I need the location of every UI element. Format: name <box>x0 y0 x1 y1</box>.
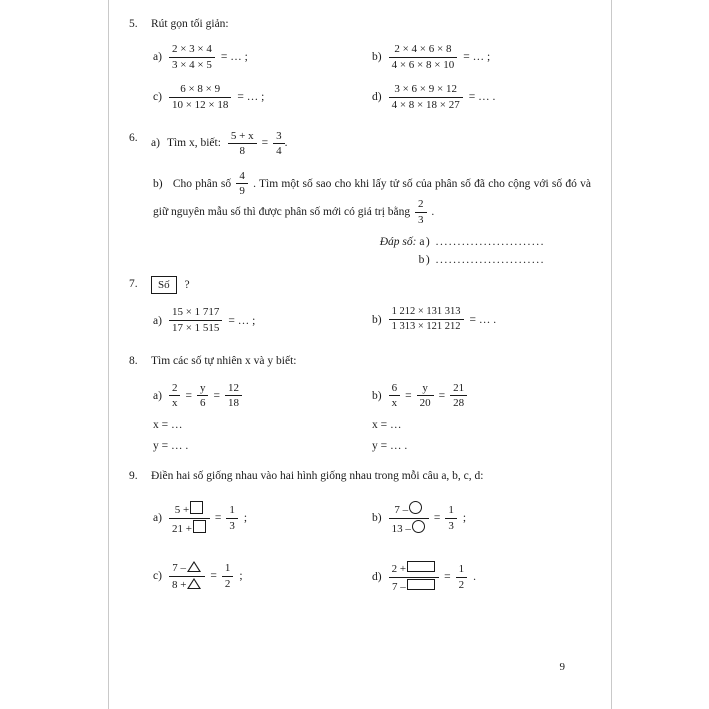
denominator-text: 21 + <box>171 522 192 535</box>
fraction-8a-1 <box>169 382 181 410</box>
exercise-7-title <box>151 276 591 294</box>
fraction-bar <box>415 212 427 213</box>
fraction-bar <box>389 97 463 98</box>
fraction-d <box>389 83 463 111</box>
item-label-b: b) <box>153 177 163 190</box>
fraction-denominator: 8 <box>239 145 246 158</box>
fraction-bar <box>226 518 238 519</box>
fraction-9c <box>169 561 205 591</box>
exercise-9-number: 9. <box>129 469 138 482</box>
exercise-7-number: 7. <box>129 278 138 291</box>
fraction-numerator: 1 <box>458 563 465 576</box>
answer-a-dots: a) ......................... <box>419 236 545 249</box>
fraction-9a <box>169 501 210 535</box>
so-box: Số <box>151 276 177 294</box>
fraction-denominator: 2 <box>458 578 465 591</box>
fraction-numerator <box>172 501 207 517</box>
fraction-denominator: 20 <box>419 397 431 410</box>
fraction-6b-target <box>415 198 427 226</box>
exercise-8-item-a <box>129 382 360 452</box>
fraction-bar <box>445 518 457 519</box>
fraction-denominator <box>389 520 429 536</box>
fraction-bar <box>222 576 234 577</box>
fraction-bar <box>450 395 467 396</box>
fraction-bar <box>169 395 181 396</box>
fraction-denominator: 6 <box>199 397 206 410</box>
item-tail-c: = … ; <box>237 91 265 104</box>
fraction-numerator: 3 <box>276 129 282 142</box>
fraction-denominator: 3 × 4 × 5 <box>171 58 212 71</box>
fraction-7b <box>389 306 464 333</box>
exercise-5-row-2 <box>129 83 591 111</box>
exercise-8a-y-line: y = … . <box>153 439 189 452</box>
exercise-6-part-a <box>151 130 591 158</box>
fraction-numerator <box>169 561 205 575</box>
fraction-numerator: 5 + x <box>230 129 254 142</box>
fraction-denominator: 10 × 12 × 18 <box>171 98 229 111</box>
fraction-denominator: 3 <box>229 519 235 532</box>
fraction-9d-result <box>456 563 468 591</box>
square-blank-icon <box>190 501 203 514</box>
denominator-text: 13 – <box>391 522 411 535</box>
item-label-a: a) <box>153 512 162 525</box>
exercise-6b-paragraph <box>153 170 591 227</box>
fraction-8a-3 <box>225 382 242 410</box>
fraction-b <box>389 43 458 71</box>
equals-sign: = <box>213 389 220 402</box>
exercise-9 <box>129 468 591 594</box>
fraction-bar <box>225 395 242 396</box>
page-content <box>129 16 591 596</box>
exercise-6a-text: Tìm x, biết: <box>166 137 221 150</box>
fraction-denominator <box>169 578 205 592</box>
exercise-9-heading <box>129 468 591 485</box>
exercise-5-item-d <box>360 83 591 111</box>
exercise-5-item-a <box>129 43 360 71</box>
fraction-denominator: 1 313 × 121 212 <box>391 321 461 333</box>
item-label-d: d) <box>372 91 382 104</box>
fraction-numerator: 1 <box>448 503 454 516</box>
exercise-8-row <box>129 382 591 452</box>
fraction-denominator: 9 <box>239 185 245 198</box>
page-right-rule <box>611 0 612 709</box>
fraction-numerator: 6 × 8 × 9 <box>180 83 221 96</box>
item-tail-d: = … . <box>468 91 496 104</box>
denominator-text: 8 + <box>171 578 187 591</box>
exercise-9-item-a <box>129 501 360 535</box>
item-tail-a: = … ; <box>220 51 248 64</box>
exercise-8-title: Tìm các số tự nhiên x và y biết: <box>151 354 297 367</box>
item-label-a: a) <box>153 389 162 402</box>
fraction-bar <box>236 183 248 184</box>
exercise-6-part-b <box>129 170 591 227</box>
exercise-6b-text-1: Cho phân số <box>172 177 232 190</box>
exercise-6b-period: . <box>431 205 435 218</box>
fraction-c <box>169 83 231 111</box>
exercise-9-title: Điền hai số giống nhau vào hai hình giống nhau trong mỗi câu a, b, c, d: <box>151 469 484 482</box>
fraction-bar <box>169 97 231 98</box>
numerator-text: 2 + <box>391 563 407 576</box>
denominator-text: 7 – <box>391 580 406 593</box>
fraction-numerator: 2 × 3 × 4 <box>171 43 212 55</box>
exercise-8-item-b <box>360 382 591 452</box>
equals-sign: = <box>214 512 222 525</box>
fraction-bar <box>228 143 257 144</box>
item-label-a: a) <box>151 137 160 150</box>
exercise-9-item-d <box>360 561 591 593</box>
fraction-6b-given <box>236 170 248 198</box>
fraction-numerator <box>391 501 426 517</box>
item-tail-b: = … . <box>469 313 497 326</box>
fraction-numerator: 2 × 4 × 6 × 8 <box>394 43 452 55</box>
fraction-bar <box>389 577 439 578</box>
fraction-denominator <box>169 520 210 536</box>
fraction-a <box>169 43 215 71</box>
fraction-numerator: 3 × 6 × 9 × 12 <box>394 83 457 96</box>
item-tail-d: . <box>473 571 476 584</box>
fraction-9b-result <box>445 504 457 532</box>
answer-b-dots: b) ......................... <box>418 254 545 267</box>
fraction-denominator: x <box>391 397 398 410</box>
equals-sign: = <box>438 389 446 402</box>
exercise-6-number: 6. <box>129 131 138 144</box>
fraction-numerator: 15 × 1 717 <box>171 306 220 319</box>
exercise-9-row-1 <box>129 501 591 535</box>
answer-label: Đáp số: <box>379 236 417 249</box>
exercise-6a-period: . <box>284 137 288 150</box>
fraction-bar <box>417 395 434 396</box>
fraction-bar <box>169 576 205 577</box>
fraction-denominator: 17 × 1 515 <box>171 322 220 335</box>
exercise-9-row-2 <box>129 561 591 593</box>
fraction-denominator: 3 <box>418 213 424 226</box>
exercise-7-heading <box>129 276 591 294</box>
exercise-6b-text-2: . Tìm một số sao cho khi lấy tử số của phân số đã cho cộng với số đó và giữ nguyên mẫu số thì được phân số mới có giá trị bằng <box>153 177 592 218</box>
fraction-numerator: 21 <box>453 381 465 394</box>
fraction-numerator: 1 <box>229 503 235 516</box>
item-label-b: b) <box>372 313 382 326</box>
exercise-5-title: Rút gọn tối giản: <box>151 18 229 30</box>
equals-sign: = <box>210 570 217 583</box>
fraction-7a <box>169 306 222 334</box>
exercise-5-row-1 <box>129 43 591 71</box>
numerator-text: 5 + <box>174 503 190 516</box>
exercise-9-item-c <box>129 561 360 591</box>
fraction-bar <box>273 143 285 144</box>
exercise-8 <box>129 353 591 452</box>
fraction-6a-right <box>273 130 285 158</box>
fraction-denominator: x <box>171 397 178 410</box>
fraction-9b <box>389 501 429 535</box>
fraction-numerator: 1 <box>224 562 231 575</box>
exercise-5-heading <box>129 16 591 33</box>
fraction-numerator: 1 212 × 131 313 <box>391 306 461 318</box>
item-label-c: c) <box>153 91 162 104</box>
fraction-denominator: 18 <box>227 397 239 410</box>
fraction-denominator: 4 × 6 × 8 × 10 <box>391 58 455 71</box>
item-label-b: b) <box>372 51 382 64</box>
exercise-6-heading <box>129 130 591 158</box>
exercise-7 <box>129 276 591 334</box>
fraction-denominator: 4 <box>276 145 282 158</box>
equals-sign: = <box>444 571 451 584</box>
exercise-5 <box>129 16 591 112</box>
exercise-5-number: 5. <box>129 18 138 30</box>
fraction-numerator: 6 <box>391 381 398 394</box>
answer-line-a <box>129 236 545 248</box>
rectangle-blank-icon <box>407 561 435 572</box>
fraction-bar <box>197 395 209 396</box>
item-label-d: d) <box>372 571 382 584</box>
item-tail-a: = … ; <box>228 314 256 327</box>
fraction-numerator <box>389 561 439 576</box>
fraction-bar <box>389 319 464 320</box>
square-blank-icon <box>193 520 206 533</box>
fraction-bar <box>169 518 210 519</box>
numerator-text: 7 – <box>394 503 409 516</box>
fraction-9d <box>389 561 439 593</box>
circle-blank-icon <box>409 501 422 514</box>
exercise-7-item-b <box>360 306 591 333</box>
exercise-8-number: 8. <box>129 354 138 367</box>
fraction-numerator: y <box>199 381 206 394</box>
equals-sign: = <box>185 389 192 402</box>
exercise-8a-x-line: x = … <box>153 418 183 431</box>
item-tail-a: ; <box>243 512 248 525</box>
fraction-denominator: 2 <box>224 577 231 590</box>
fraction-denominator: 3 <box>448 519 454 532</box>
fraction-numerator: 2 <box>171 381 178 394</box>
triangle-blank-icon <box>187 578 201 589</box>
question-mark: ? <box>184 279 190 292</box>
fraction-numerator: 2 <box>418 198 424 211</box>
answer-block <box>129 236 591 266</box>
fraction-numerator: 12 <box>227 381 239 394</box>
equals-sign: = <box>405 389 412 402</box>
item-tail-b: = … ; <box>463 51 491 64</box>
page-number: 9 <box>559 661 565 673</box>
item-tail-c: ; <box>239 570 243 583</box>
fraction-bar <box>169 320 222 321</box>
equals-sign: = <box>261 137 269 150</box>
exercise-8-heading <box>129 353 591 370</box>
exercise-9-item-b <box>360 501 591 535</box>
exercise-8b-y-line: y = … . <box>372 439 408 452</box>
fraction-8b-2 <box>417 382 434 410</box>
exercise-5-item-b <box>360 43 591 71</box>
item-label-b: b) <box>372 389 382 402</box>
page-sheet <box>109 0 611 709</box>
fraction-denominator: 4 × 8 × 18 × 27 <box>391 98 460 111</box>
item-label-c: c) <box>153 570 162 583</box>
exercise-8b-x-line: x = … <box>372 418 402 431</box>
fraction-8b-3 <box>450 382 467 410</box>
answer-line-b <box>129 254 545 266</box>
item-label-a: a) <box>153 314 162 327</box>
fraction-bar <box>389 395 401 396</box>
item-label-b: b) <box>372 512 382 525</box>
equals-sign: = <box>433 512 441 525</box>
fraction-bar <box>389 518 429 519</box>
fraction-8b-1 <box>389 382 401 410</box>
fraction-denominator <box>389 579 439 594</box>
exercise-5-item-c <box>129 83 360 111</box>
exercise-7-row <box>129 306 591 334</box>
triangle-blank-icon <box>187 561 201 572</box>
circle-blank-icon <box>412 520 425 533</box>
fraction-numerator: 4 <box>239 169 245 182</box>
fraction-9a-result <box>226 504 238 532</box>
fraction-denominator: 28 <box>453 397 465 410</box>
exercise-7-item-a <box>129 306 360 334</box>
rectangle-blank-icon <box>407 579 435 590</box>
item-label-a: a) <box>153 51 162 64</box>
numerator-text: 7 – <box>172 562 187 575</box>
fraction-bar <box>389 57 458 58</box>
fraction-bar <box>456 577 468 578</box>
fraction-6a-left <box>228 130 257 158</box>
fraction-8a-2 <box>197 382 209 410</box>
fraction-9c-result <box>222 562 234 590</box>
fraction-numerator: y <box>422 381 428 394</box>
exercise-6 <box>129 130 591 267</box>
item-tail-b: ; <box>462 512 467 525</box>
fraction-bar <box>169 57 215 58</box>
